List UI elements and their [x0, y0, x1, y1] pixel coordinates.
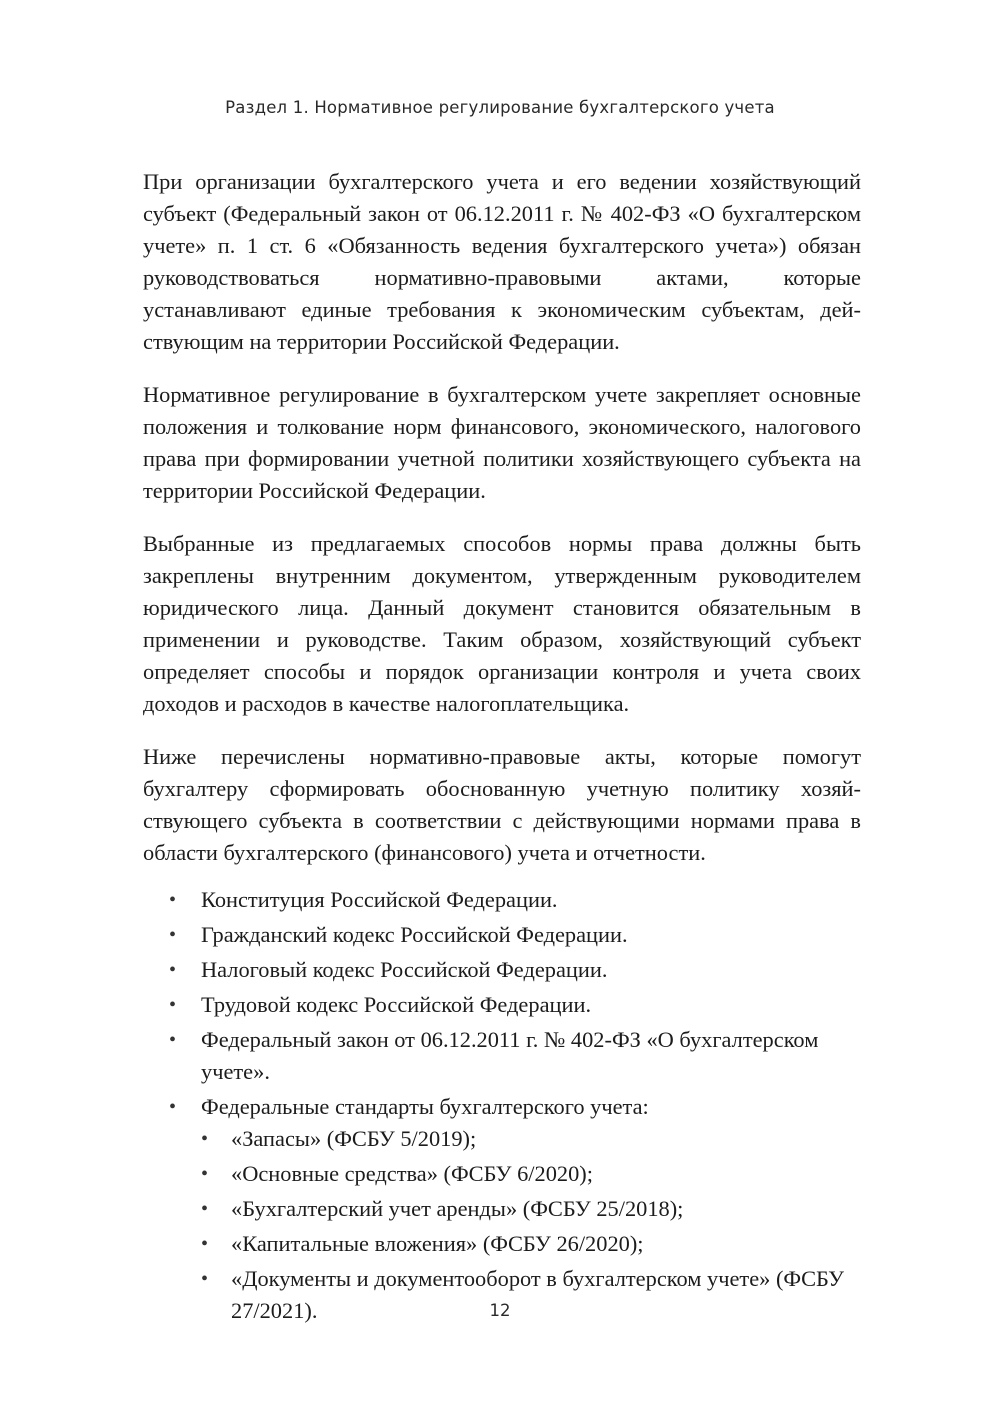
bullet-icon: •: [201, 1128, 209, 1150]
bullet-icon: •: [201, 1198, 209, 1220]
sublist-item: [201, 1123, 861, 1155]
list-item: [143, 919, 861, 951]
list-item: [143, 1091, 861, 1327]
sublist-item-text: «Капитальные вложения» (ФСБУ 26/2020);: [231, 1231, 644, 1256]
sublist-item-text: «Запасы» (ФСБУ 5/2019);: [231, 1126, 477, 1151]
sublist-item: [201, 1228, 861, 1260]
paragraph-3: Выбранные из предлагаемых способов нормы права должны быть закреплены внутренним документом, утвержденным руководителем юридического лица. Данный документ становится обязательным в применении и руководстве. Таким образом, хозяйствующий субъект определяет способы и порядок организации контроля и учета своих доходов и расходов в качестве налогоплательщика.: [143, 531, 861, 716]
legal-acts-list: [143, 884, 861, 1327]
sublist-item: [201, 1193, 861, 1225]
list-item-text: Налоговый кодекс Российской Федерации.: [201, 957, 608, 982]
page-number: 12: [489, 1301, 511, 1320]
bullet-icon: •: [169, 959, 177, 981]
list-item: [143, 989, 861, 1021]
bullet-icon: •: [201, 1268, 209, 1290]
list-item-text: Конституция Российской Федерации.: [201, 887, 558, 912]
paragraph-1: При организации бухгалтерского учета и его ведении хозяйствующий субъект (Федеральный закон от 06.12.2011 г. № 402-ФЗ «О бухгалтерском учете» п. 1 ст. 6 «Обязанность ведения бухгалтерского учета») обязан руководствоваться нормативно-правовыми актами, которые устанавливают единые требования к экономическим субъектам, действующим на территории Российской Федерации.: [143, 169, 861, 354]
page-body: [143, 166, 861, 1330]
running-header: Раздел 1. Нормативное регулирование бухгалтерского учета: [225, 98, 775, 117]
list-item-text: Федеральный закон от 06.12.2011 г. № 402-ФЗ «О бухгалтерском учете».: [201, 1027, 819, 1084]
federal-standards-sublist: [201, 1123, 861, 1327]
bullet-icon: •: [169, 994, 177, 1016]
bullet-icon: •: [169, 889, 177, 911]
paragraph-2: Нормативное регулирование в бухгалтерском учете закрепляет основные положения и толкование норм финансового, экономического, налогового права при формировании учетной политики хозяйствующего субъекта на территории Российской Федерации.: [143, 382, 861, 503]
bullet-icon: •: [169, 1096, 177, 1118]
sublist-item: [201, 1158, 861, 1190]
sublist-item-text: «Основные средства» (ФСБУ 6/2020);: [231, 1161, 593, 1186]
paragraph-4: Ниже перечислены нормативно-правовые акты, которые помогут бухгалтеру сформировать обоснованную учетную политику хозяйствующего субъекта в соответствии с действующими нормами права в области бухгалтерского (финансового) учета и отчетности.: [143, 744, 861, 865]
bullet-icon: •: [201, 1233, 209, 1255]
list-item-text: Гражданский кодекс Российской Федерации.: [201, 922, 628, 947]
bullet-icon: •: [169, 924, 177, 946]
list-item-text: Трудовой кодекс Российской Федерации.: [201, 992, 592, 1017]
list-item: [143, 954, 861, 986]
sublist-item-text: «Документы и документооборот в бухгалтерском учете» (ФСБУ 27/2021).: [231, 1266, 844, 1323]
bullet-icon: •: [201, 1163, 209, 1185]
bullet-icon: •: [169, 1029, 177, 1051]
sublist-item-text: «Бухгалтерский учет аренды» (ФСБУ 25/2018);: [231, 1196, 684, 1221]
list-item-text: Федеральные стандарты бухгалтерского учета:: [201, 1094, 649, 1119]
list-item: [143, 1024, 861, 1088]
list-item: [143, 884, 861, 916]
